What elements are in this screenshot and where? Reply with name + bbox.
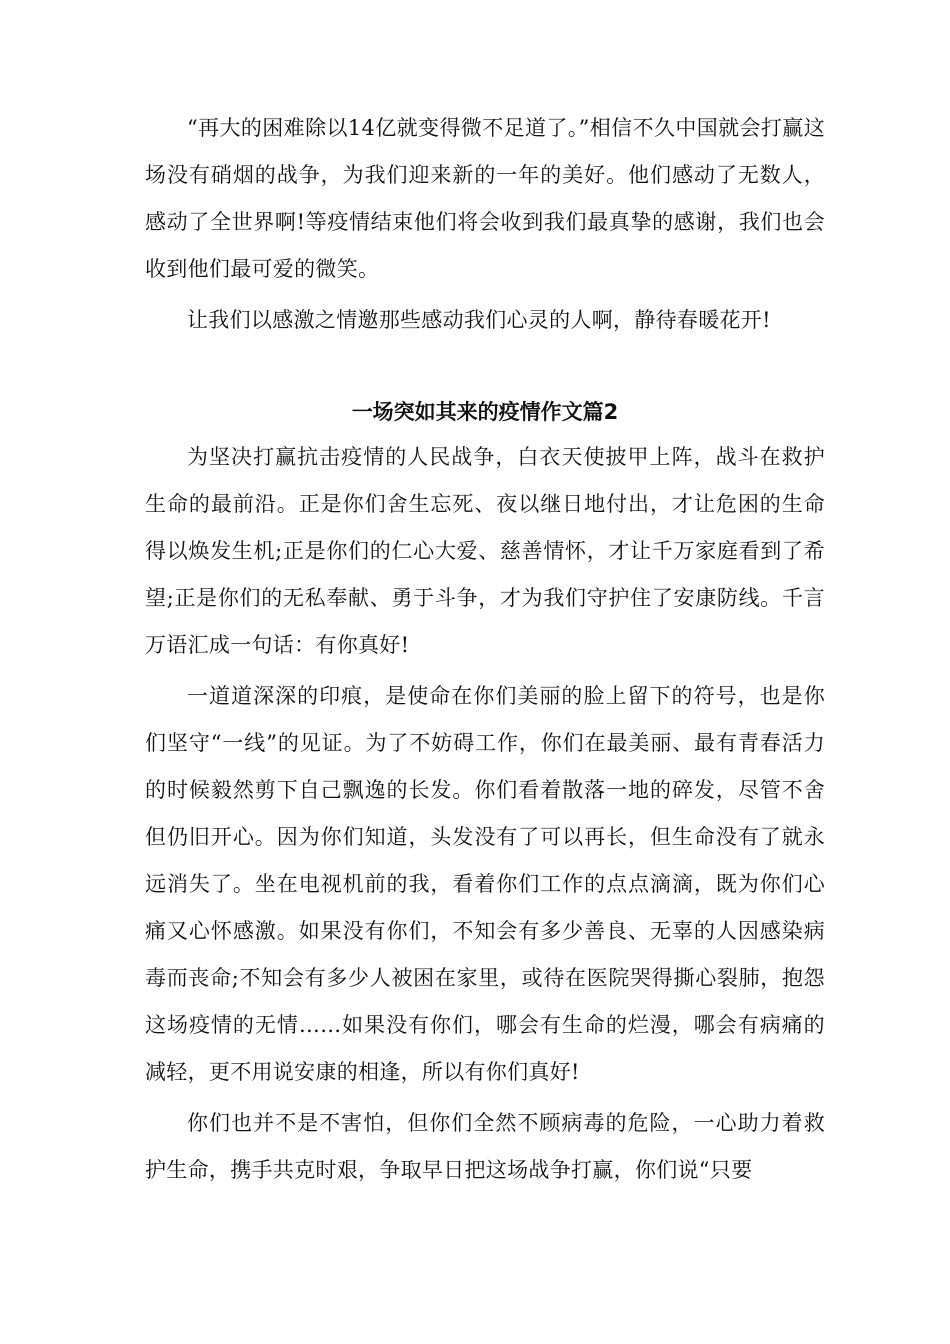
document-body [145, 105, 825, 1194]
paragraph: 一道道深深的印痕，是使命在你们美丽的脸上留下的符号，也是你们坚守“一线”的见证。为了不妨碍工作，你们在最美丽、最有青春活力的时候毅然剪下自己飘逸的长发。你们看着散落一地的碎发，尽管不舍但仍旧开心。因为你们知道，头发没有了可以再长，但生命没有了就永远消失了。坐在电视机前的我，看着你们工作的点点滴滴，既为你们心痛又心怀感激。如果没有你们，不知会有多少善良、无辜的人因感染病毒而丧命;不知会有多少人被困在家里，或待在医院哭得撕心裂肺，抱怨这场疫情的无情……如果没有你们，哪会有生命的烂漫，哪会有病痛的减轻，更不用说安康的相逢，所以有你们真好! [145, 684, 825, 1084]
section-title: 一场突如其来的疫情作文篇2 [351, 400, 619, 424]
paragraph: 你们也并不是不害怕，但你们全然不顾病毒的危险，一心助力着救护生命，携手共克时艰，争取早日把这场战争打赢，你们说“只要 [145, 1111, 825, 1182]
paragraph: “再大的困难除以14亿就变得微不足道了。”相信不久中国就会打赢这场没有硝烟的战争，为我们迎来新的一年的美好。他们感动了无数人，感动了全世界啊!等疫情结束他们将会收到我们最真挚的感谢，我们也会收到他们最可爱的微笑。 [145, 116, 825, 281]
paragraph: 让我们以感激之情邀那些感动我们心灵的人啊，静待春暖花开! [187, 308, 771, 332]
paragraph: 为坚决打赢抗击疫情的人民战争，白衣天使披甲上阵，战斗在救护生命的最前沿。正是你们舍生忘死、夜以继日地付出，才让危困的生命得以焕发生机;正是你们的仁心大爱、慈善情怀，才让千万家庭看到了希望;正是你们的无私奉献、勇于斗争，才为我们守护住了安康防线。千言万语汇成一句话：有你真好! [145, 445, 825, 657]
